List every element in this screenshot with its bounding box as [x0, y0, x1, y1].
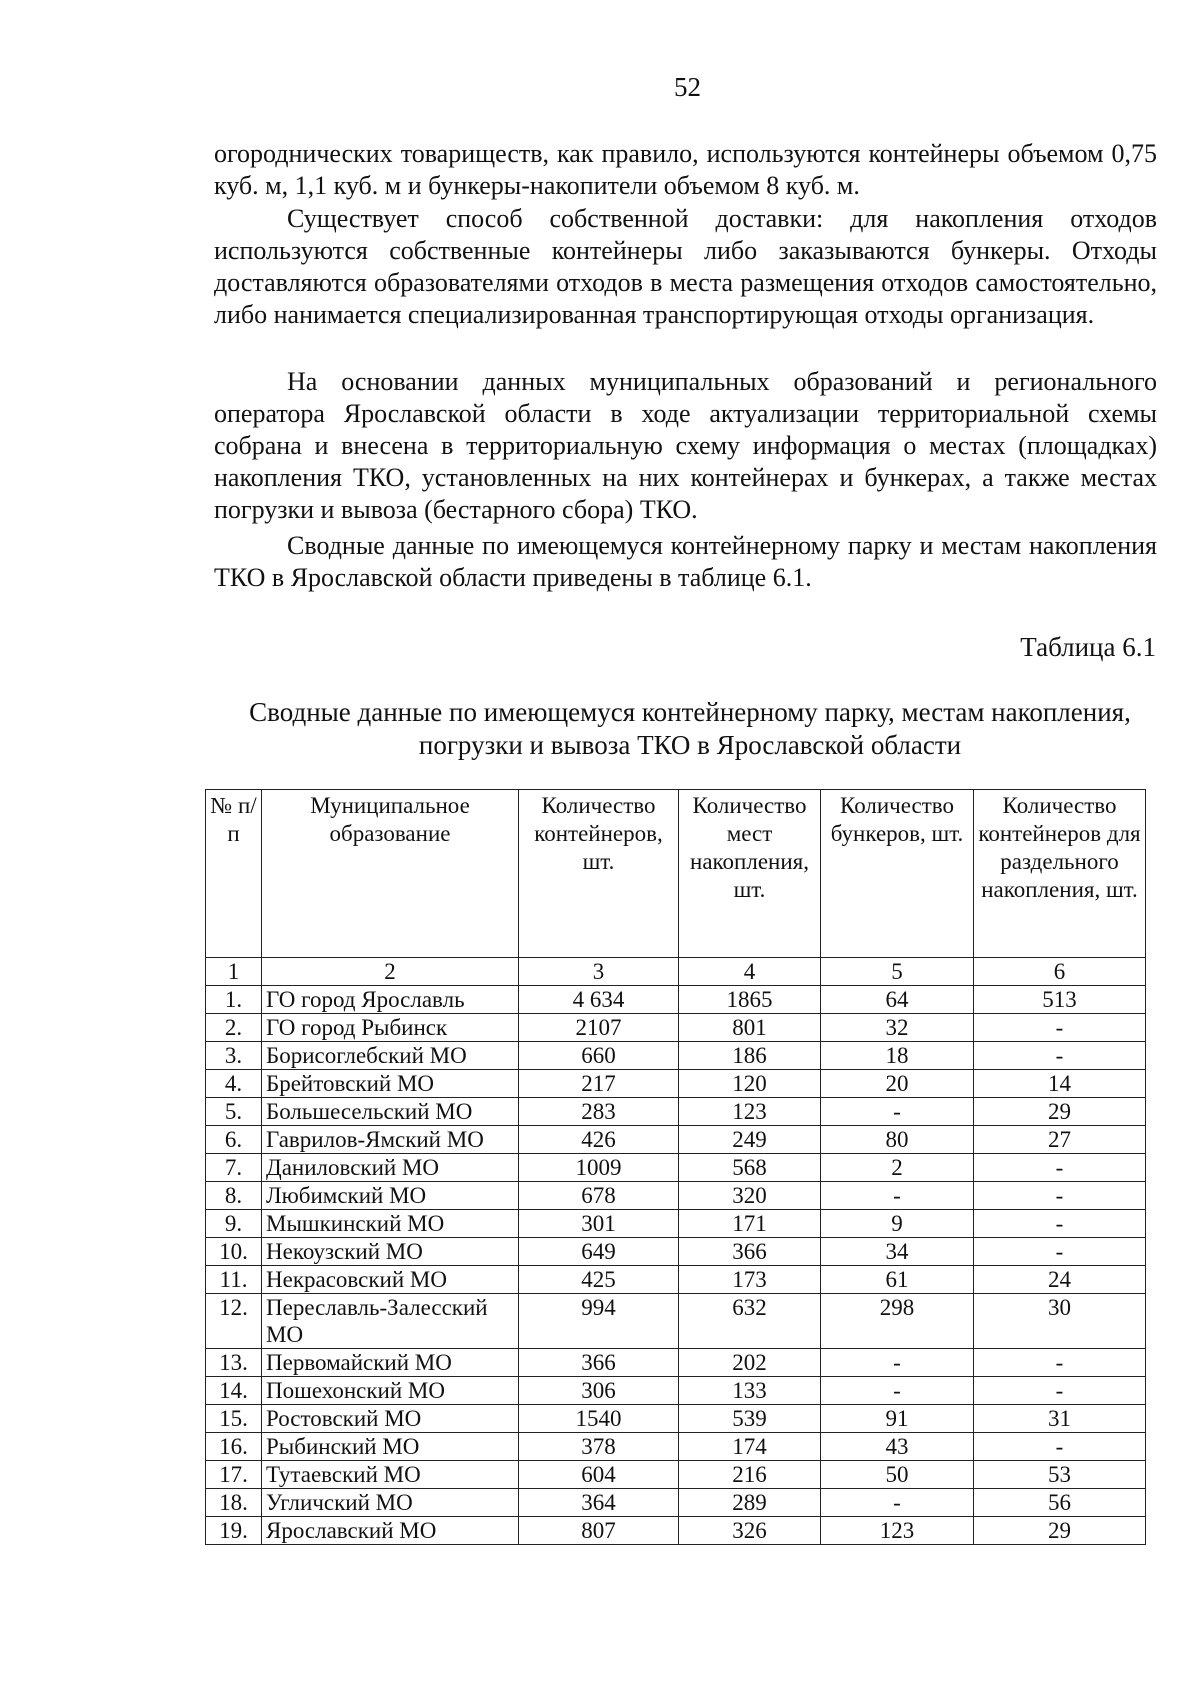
separate-containers-count-cell: 513: [974, 986, 1146, 1014]
row-number-cell: 8.: [206, 1182, 262, 1210]
containers-count-cell: 425: [519, 1266, 679, 1294]
separate-containers-count-cell: -: [974, 1433, 1146, 1461]
containers-count-cell: 366: [519, 1349, 679, 1377]
municipality-cell: Некрасовский МО: [262, 1266, 519, 1294]
column-number: 2: [262, 958, 519, 986]
table-row: [206, 1070, 1146, 1098]
separate-containers-count-cell: -: [974, 1182, 1146, 1210]
bunkers-count-cell: 18: [821, 1042, 974, 1070]
municipality-cell: Мышкинский МО: [262, 1210, 519, 1238]
row-number-cell: 15.: [206, 1405, 262, 1433]
separate-containers-count-cell: 30: [974, 1294, 1146, 1349]
containers-count-cell: 4 634: [519, 986, 679, 1014]
municipality-cell: Тутаевский МО: [262, 1461, 519, 1489]
table-row: [206, 1433, 1146, 1461]
bunkers-count-cell: -: [821, 1377, 974, 1405]
separate-containers-count-cell: 27: [974, 1126, 1146, 1154]
containers-count-cell: 378: [519, 1433, 679, 1461]
table-row: [206, 1349, 1146, 1377]
containers-count-cell: 660: [519, 1042, 679, 1070]
bunkers-count-cell: 34: [821, 1238, 974, 1266]
table-row: [206, 1210, 1146, 1238]
separate-containers-count-cell: 56: [974, 1489, 1146, 1517]
sites-count-cell: 632: [679, 1294, 821, 1349]
separate-containers-count-cell: 14: [974, 1070, 1146, 1098]
bunkers-count-cell: -: [821, 1349, 974, 1377]
column-number-row: [206, 958, 1146, 986]
paragraph-2: Существует способ собственной доставки: для накопления отходов используются собственные контейнеры либо заказываются бункеры. Отходы доставляются образователями отходов в места размещения отходов самостоятельно, либо нанимается специализированная транспортирующая отходы организация.: [214, 204, 1157, 329]
header-cell: Муниципальное образование: [262, 790, 519, 958]
sites-count-cell: 171: [679, 1210, 821, 1238]
bunkers-count-cell: 80: [821, 1126, 974, 1154]
separate-containers-count-cell: 31: [974, 1405, 1146, 1433]
sites-count-cell: 326: [679, 1517, 821, 1545]
containers-count-cell: 1540: [519, 1405, 679, 1433]
column-number: 4: [679, 958, 821, 986]
separate-containers-count-cell: -: [974, 1210, 1146, 1238]
municipality-cell: Рыбинский МО: [262, 1433, 519, 1461]
bunkers-count-cell: 298: [821, 1294, 974, 1349]
table-row: [206, 1489, 1146, 1517]
sites-count-cell: 216: [679, 1461, 821, 1489]
sites-count-cell: 173: [679, 1266, 821, 1294]
page-number: 52: [674, 72, 701, 102]
paragraph-4: Сводные данные по имеющемуся контейнерному парку и местам накопления ТКО в Ярославской области приведены в таблице 6.1.: [214, 531, 1157, 592]
row-number-cell: 14.: [206, 1377, 262, 1405]
table-row: [206, 1042, 1146, 1070]
header-row: [206, 790, 1146, 958]
municipality-cell: ГО город Ярославль: [262, 986, 519, 1014]
column-number: 1: [206, 958, 262, 986]
bunkers-count-cell: 43: [821, 1433, 974, 1461]
sites-count-cell: 123: [679, 1098, 821, 1126]
sites-count-cell: 1865: [679, 986, 821, 1014]
containers-count-cell: 604: [519, 1461, 679, 1489]
row-number-cell: 11.: [206, 1266, 262, 1294]
data-table: [205, 789, 1146, 1545]
bunkers-count-cell: 91: [821, 1405, 974, 1433]
municipality-cell: Некоузский МО: [262, 1238, 519, 1266]
row-number-cell: 9.: [206, 1210, 262, 1238]
row-number-cell: 16.: [206, 1433, 262, 1461]
header-cell: Количество контейнеров, шт.: [519, 790, 679, 958]
municipality-cell: Переславль-Залесский МО: [262, 1294, 519, 1349]
sites-count-cell: 174: [679, 1433, 821, 1461]
bunkers-count-cell: 123: [821, 1517, 974, 1545]
sites-count-cell: 320: [679, 1182, 821, 1210]
municipality-cell: ГО город Рыбинск: [262, 1014, 519, 1042]
table-row: [206, 1517, 1146, 1545]
separate-containers-count-cell: 29: [974, 1098, 1146, 1126]
bunkers-count-cell: 50: [821, 1461, 974, 1489]
separate-containers-count-cell: -: [974, 1014, 1146, 1042]
table-row: [206, 1238, 1146, 1266]
municipality-cell: Любимский МО: [262, 1182, 519, 1210]
row-number-cell: 5.: [206, 1098, 262, 1126]
table-row: [206, 1014, 1146, 1042]
table-row: [206, 1154, 1146, 1182]
separate-containers-count-cell: -: [974, 1154, 1146, 1182]
row-number-cell: 3.: [206, 1042, 262, 1070]
table-row: [206, 1266, 1146, 1294]
municipality-cell: Пошехонский МО: [262, 1377, 519, 1405]
row-number-cell: 13.: [206, 1349, 262, 1377]
column-number: 3: [519, 958, 679, 986]
municipality-cell: Большесельский МО: [262, 1098, 519, 1126]
separate-containers-count-cell: -: [974, 1349, 1146, 1377]
bunkers-count-cell: 64: [821, 986, 974, 1014]
containers-count-cell: 649: [519, 1238, 679, 1266]
sites-count-cell: 539: [679, 1405, 821, 1433]
containers-count-cell: 2107: [519, 1014, 679, 1042]
sites-count-cell: 801: [679, 1014, 821, 1042]
header-cell: Количество бункеров, шт.: [821, 790, 974, 958]
column-number: 5: [821, 958, 974, 986]
table-row: [206, 1182, 1146, 1210]
containers-count-cell: 678: [519, 1182, 679, 1210]
separate-containers-count-cell: 29: [974, 1517, 1146, 1545]
containers-count-cell: 1009: [519, 1154, 679, 1182]
sites-count-cell: 186: [679, 1042, 821, 1070]
bunkers-count-cell: -: [821, 1182, 974, 1210]
row-number-cell: 2.: [206, 1014, 262, 1042]
row-number-cell: 12.: [206, 1294, 262, 1349]
table-row: [206, 1126, 1146, 1154]
containers-count-cell: 426: [519, 1126, 679, 1154]
row-number-cell: 6.: [206, 1126, 262, 1154]
municipality-cell: Гаврилов-Ямский МО: [262, 1126, 519, 1154]
containers-count-cell: 283: [519, 1098, 679, 1126]
sites-count-cell: 202: [679, 1349, 821, 1377]
municipality-cell: Первомайский МО: [262, 1349, 519, 1377]
row-number-cell: 7.: [206, 1154, 262, 1182]
municipality-cell: Угличский МО: [262, 1489, 519, 1517]
bunkers-count-cell: -: [821, 1489, 974, 1517]
municipality-cell: Ростовский МО: [262, 1405, 519, 1433]
municipality-cell: Ярославский МО: [262, 1517, 519, 1545]
bunkers-count-cell: 9: [821, 1210, 974, 1238]
paragraph-1: огороднических товариществ, как правило, используются контейнеры объемом 0,75 куб. м, 1,1 куб. м и бункеры-накопители объемом 8 куб. м.: [214, 139, 1157, 200]
sites-count-cell: 120: [679, 1070, 821, 1098]
municipality-cell: Брейтовский МО: [262, 1070, 519, 1098]
separate-containers-count-cell: 53: [974, 1461, 1146, 1489]
row-number-cell: 19.: [206, 1517, 262, 1545]
sites-count-cell: 366: [679, 1238, 821, 1266]
header-cell: Количество мест накопления, шт.: [679, 790, 821, 958]
table-title: Сводные данные по имеющемуся контейнерному парку, местам накопления, погрузки и вывоза ТКО в Ярославской области: [249, 697, 1131, 760]
table-row: [206, 1294, 1146, 1349]
table-row: [206, 1405, 1146, 1433]
row-number-cell: 17.: [206, 1461, 262, 1489]
municipality-cell: Борисоглебский МО: [262, 1042, 519, 1070]
paragraph-3: На основании данных муниципальных образований и регионального оператора Ярославской области в ходе актуализации территориальной схемы собрана и внесена в территориальную схему информация о местах (площадках) накопления ТКО, установленных на них контейнерах и бункерах, а также местах погрузки и вывоза (бестарного сбора) ТКО.: [214, 367, 1157, 524]
containers-count-cell: 217: [519, 1070, 679, 1098]
containers-count-cell: 994: [519, 1294, 679, 1349]
separate-containers-count-cell: 24: [974, 1266, 1146, 1294]
separate-containers-count-cell: -: [974, 1042, 1146, 1070]
table-row: [206, 1377, 1146, 1405]
bunkers-count-cell: 32: [821, 1014, 974, 1042]
table-body: [206, 986, 1146, 1545]
containers-count-cell: 364: [519, 1489, 679, 1517]
containers-count-cell: 306: [519, 1377, 679, 1405]
header-cell: № п/п: [206, 790, 262, 958]
sites-count-cell: 249: [679, 1126, 821, 1154]
bunkers-count-cell: -: [821, 1098, 974, 1126]
column-number: 6: [974, 958, 1146, 986]
sites-count-cell: 568: [679, 1154, 821, 1182]
separate-containers-count-cell: -: [974, 1238, 1146, 1266]
sites-count-cell: 133: [679, 1377, 821, 1405]
bunkers-count-cell: 2: [821, 1154, 974, 1182]
containers-count-cell: 301: [519, 1210, 679, 1238]
sites-count-cell: 289: [679, 1489, 821, 1517]
table-row: [206, 1098, 1146, 1126]
municipality-cell: Даниловский МО: [262, 1154, 519, 1182]
row-number-cell: 18.: [206, 1489, 262, 1517]
table-row: [206, 986, 1146, 1014]
table-row: [206, 1461, 1146, 1489]
separate-containers-count-cell: -: [974, 1377, 1146, 1405]
header-cell: Количество контейнеров для раздельного накопления, шт.: [974, 790, 1146, 958]
containers-count-cell: 807: [519, 1517, 679, 1545]
row-number-cell: 10.: [206, 1238, 262, 1266]
row-number-cell: 4.: [206, 1070, 262, 1098]
row-number-cell: 1.: [206, 986, 262, 1014]
table-label: Таблица 6.1: [1020, 632, 1156, 662]
bunkers-count-cell: 61: [821, 1266, 974, 1294]
bunkers-count-cell: 20: [821, 1070, 974, 1098]
